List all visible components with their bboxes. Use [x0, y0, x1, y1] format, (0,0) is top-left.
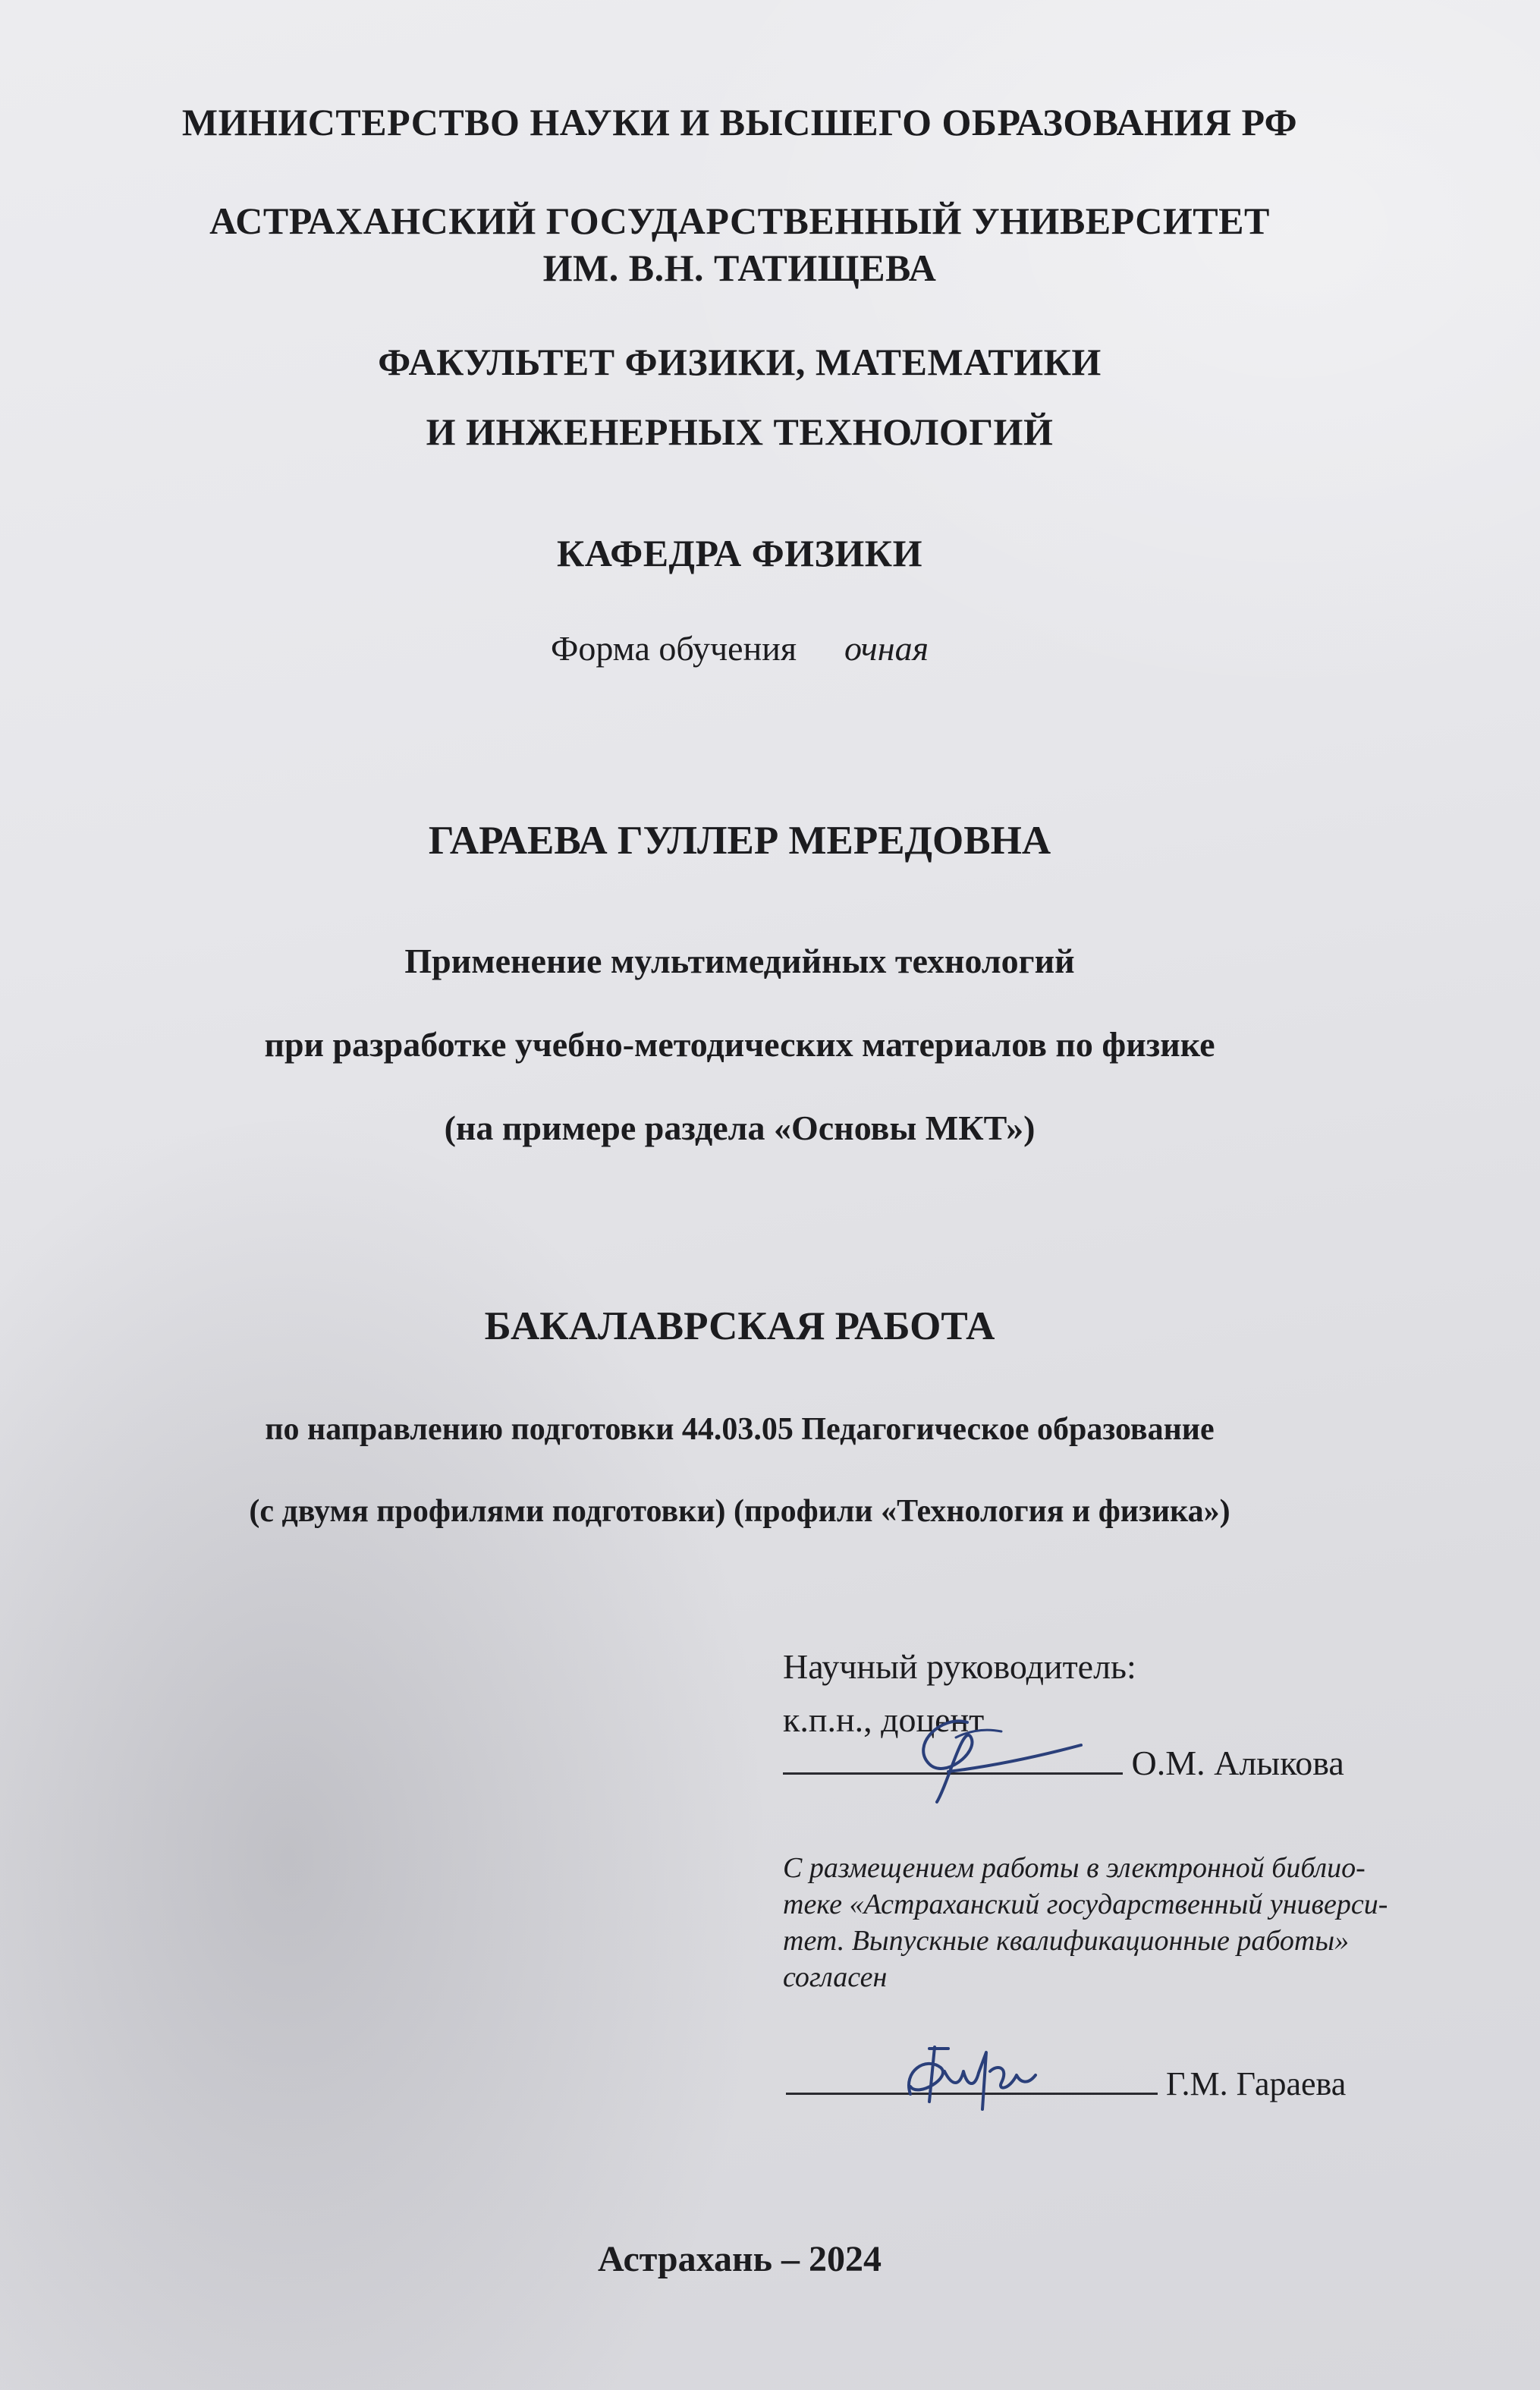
- supervisor-name: О.М. Алыкова: [1131, 1744, 1344, 1782]
- author-signature-line: [786, 2062, 1346, 2103]
- work-type-heading: БАКАЛАВРСКАЯ РАБОТА: [484, 1304, 995, 1348]
- thesis-title-line2: при разработке учебно-методических материалов по физике: [264, 1025, 1215, 1064]
- university-name-line1: АСТРАХАНСКИЙ ГОСУДАРСТВЕННЫЙ УНИВЕРСИТЕТ: [209, 200, 1270, 242]
- city-year: Астрахань – 2024: [597, 2239, 882, 2279]
- consent-line3: тет. Выпускные квалификационные работы»: [783, 1925, 1350, 1957]
- author-name: ГАРАЕВА ГУЛЛЕР МЕРЕДОВНА: [428, 819, 1051, 863]
- supervisor-label: Научный руководитель:: [783, 1647, 1136, 1686]
- direction-line1: по направлению подготовки 44.03.05 Педагогическое образование: [265, 1412, 1215, 1447]
- consent-line1: С размещением работы в электронной библио-: [783, 1852, 1366, 1884]
- direction-line2: (с двумя профилями подготовки) (профили «Технология и физика»): [249, 1494, 1230, 1529]
- supervisor-degree: к.п.н., доцент: [783, 1700, 985, 1739]
- study-form-value: очная: [844, 629, 929, 668]
- consent-line2: теке «Астраханский государственный универси-: [783, 1888, 1388, 1920]
- department-name: КАФЕДРА ФИЗИКИ: [557, 532, 922, 574]
- study-form: [0, 628, 1479, 668]
- thesis-title-line1: Применение мультимедийных технологий: [404, 942, 1075, 980]
- university-name-line2: ИМ. В.Н. ТАТИЩЕВА: [542, 247, 937, 289]
- study-form-label: Форма обучения: [551, 629, 797, 668]
- thesis-title-line3: (на примере раздела «Основы МКТ»): [444, 1109, 1036, 1147]
- faculty-name-line1: ФАКУЛЬТЕТ ФИЗИКИ, МАТЕМАТИКИ: [378, 341, 1102, 383]
- supervisor-signature-icon: [895, 1692, 1123, 1813]
- faculty-name-line2: И ИНЖЕНЕРНЫХ ТЕХНОЛОГИЙ: [426, 410, 1054, 453]
- author-signature-icon: [888, 2026, 1062, 2132]
- consent-signer-name: Г.М. Гараева: [1166, 2065, 1347, 2102]
- ministry-heading: МИНИСТЕРСТВО НАУКИ И ВЫСШЕГО ОБРАЗОВАНИЯ РФ: [181, 101, 1298, 143]
- consent-line4: согласен: [783, 1961, 888, 1993]
